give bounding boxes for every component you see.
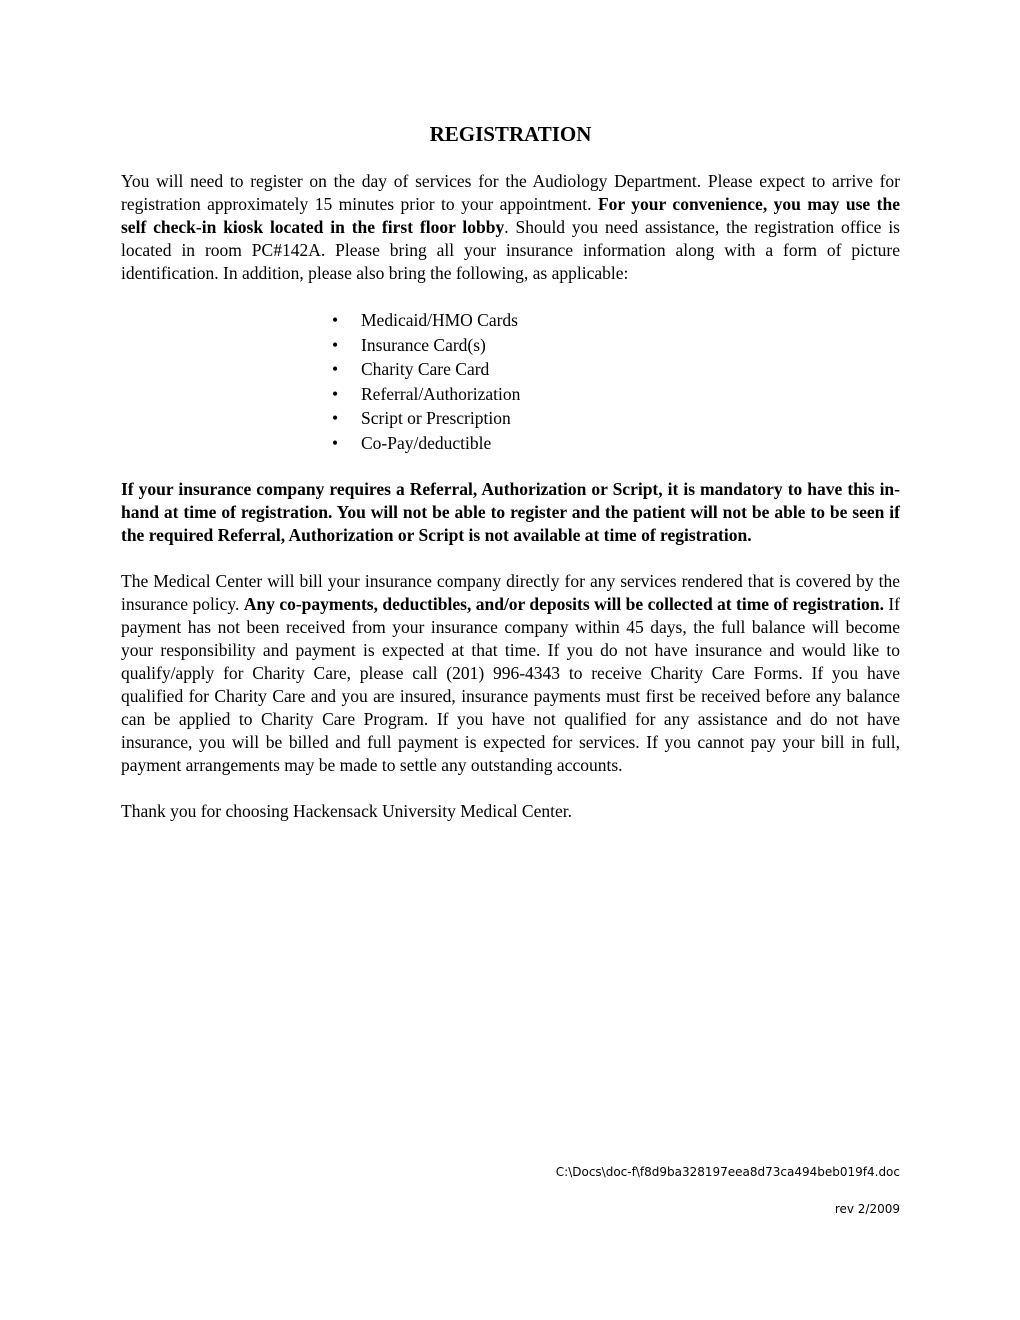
list-item-label: Referral/Authorization <box>361 383 521 404</box>
list-item <box>332 308 900 333</box>
list-item <box>332 357 900 382</box>
list-item-label: Script or Prescription <box>361 408 511 428</box>
list-item-label: Charity Care Card <box>361 359 490 379</box>
bullet-icon: • <box>332 408 339 428</box>
billing-collection-note: Any co-payments, deductibles, and/or deposits will be collected at time of registration. <box>243 594 884 614</box>
bullet-icon: • <box>332 383 339 404</box>
bullet-icon: • <box>332 334 339 355</box>
billing-paragraph <box>121 570 900 777</box>
intro-text-2: . Should you need assistance, the registration office is located in room PC#142A. Please bring all your insurance information along with a form of picture identification. In addition, please also bring the following, as applicable: <box>121 217 900 283</box>
intro-text-1: You will need to register on the day of services for the Audiology Department. Please expect to arrive for registration approximately 15 minutes prior to your appointment. <box>121 171 900 214</box>
spacer <box>121 455 900 478</box>
billing-text-2: If payment has not been received from your insurance company within 45 days, the full balance will become your responsibility and payment is expected at that time. If you do not have insurance and would like to qualify/apply for Charity Care, please call (201) 996-4343 to receive Charity Care Forms. If you have qualified for Charity Care and you are insured, insurance payments must first be received before any balance can be applied to Charity Care Program. If you have not qualified for any assistance and do not have insurance, you will be billed and full payment is expected for services. If you cannot pay your bill in full, payment arrangements may be made to settle any outstanding accounts. <box>121 594 900 775</box>
list-item-label: Co-Pay/deductible <box>361 432 492 453</box>
page-title: REGISTRATION <box>429 122 592 146</box>
bullet-icon: • <box>332 432 339 453</box>
mandatory-notice: If your insurance company requires a Referral, Authorization or Script, it is mandatory to have this in-hand at time of registration. You will not be able to register and the patient will not be able to be seen if the required Referral, Authorization or Script is not available at time of registration. <box>121 479 900 545</box>
billing-text-1: The Medical Center will bill your insurance company directly for any services rendered that is covered by the insurance policy. <box>121 571 900 614</box>
bullet-icon: • <box>332 310 339 330</box>
list-item <box>332 431 900 456</box>
spacer <box>121 777 900 800</box>
required-items-list <box>121 308 900 455</box>
intro-kiosk-note: For your convenience, you may use the self check-in kiosk located in the first floor lobby <box>121 194 900 237</box>
list-item-label: Insurance Card(s) <box>361 334 486 355</box>
footer-revision: rev 2/2009 <box>834 1202 900 1216</box>
list-item-label: Medicaid/HMO Cards <box>361 310 518 330</box>
spacer <box>121 285 900 308</box>
bullet-icon: • <box>332 359 339 379</box>
list-item <box>332 406 900 431</box>
footer-file-path: C:\Docs\doc-f\f8d9ba328197eea8d73ca494beb019f4.doc <box>555 1165 900 1179</box>
thank-you-line: Thank you for choosing Hackensack University Medical Center. <box>121 801 572 821</box>
document-page <box>121 120 900 823</box>
spacer <box>121 547 900 570</box>
list-item <box>332 333 900 358</box>
intro-paragraph <box>121 170 900 285</box>
list-item <box>332 382 900 407</box>
